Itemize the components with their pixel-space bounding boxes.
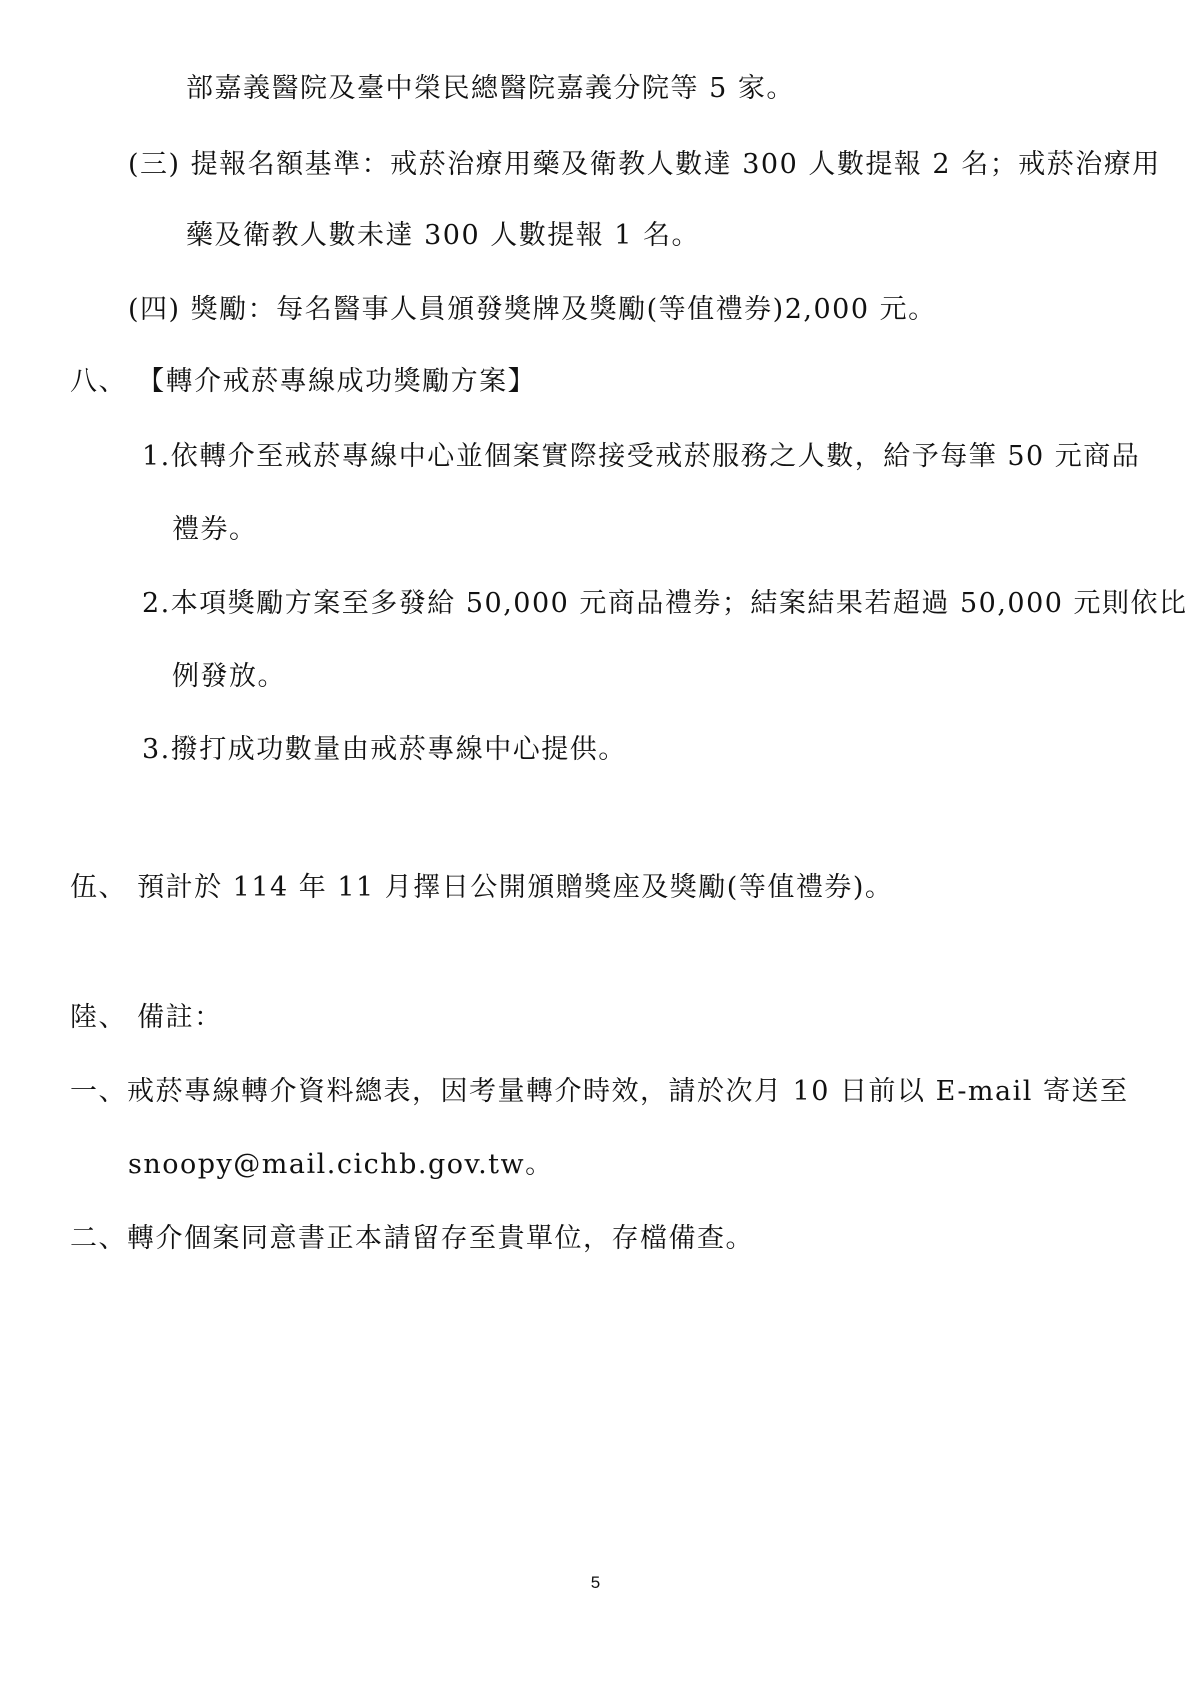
list-item-2-cont: 例發放。 — [172, 661, 286, 692]
note-item-1-email: snoopy@mail.cichb.gov.tw。 — [128, 1149, 554, 1180]
list-item-1: 1.依轉介至戒菸專線中心並個案實際接受戒菸服務之人數，給予每筆 50 元商品 — [142, 441, 1141, 472]
list-item-1-cont: 禮券。 — [172, 514, 258, 545]
note-item-2: 二、轉介個案同意書正本請留存至貴單位，存檔備查。 — [70, 1223, 754, 1254]
text-line-1: 部嘉義醫院及臺中榮民總醫院嘉義分院等 5 家。 — [186, 73, 795, 104]
section-heading-eight: 八、 【轉介戒菸專線成功獎勵方案】 — [70, 366, 537, 397]
section-heading-six: 陸、 備註： — [70, 1002, 223, 1033]
page-number: 5 — [590, 1573, 601, 1592]
text-line-4: (四) 獎勵：每名醫事人員頒發獎牌及獎勵(等值禮券)2,000 元。 — [128, 294, 937, 325]
text-line-2: (三) 提報名額基準：戒菸治療用藥及衛教人數達 300 人數提報 2 名；戒菸治療用 — [128, 149, 1161, 180]
list-item-3: 3.撥打成功數量由戒菸專線中心提供。 — [142, 734, 627, 765]
note-item-1: 一、戒菸專線轉介資料總表，因考量轉介時效，請於次月 10 日前以 E-mail 寄送至 — [70, 1076, 1129, 1107]
text-line-3: 藥及衛教人數未達 300 人數提報 1 名。 — [186, 220, 701, 251]
list-item-2: 2.本項獎勵方案至多發給 50,000 元商品禮券；結案結果若超過 50,000 元則依比 — [142, 588, 1188, 619]
section-heading-five: 伍、 預計於 114 年 11 月擇日公開頒贈獎座及獎勵(等值禮券)。 — [70, 872, 894, 903]
